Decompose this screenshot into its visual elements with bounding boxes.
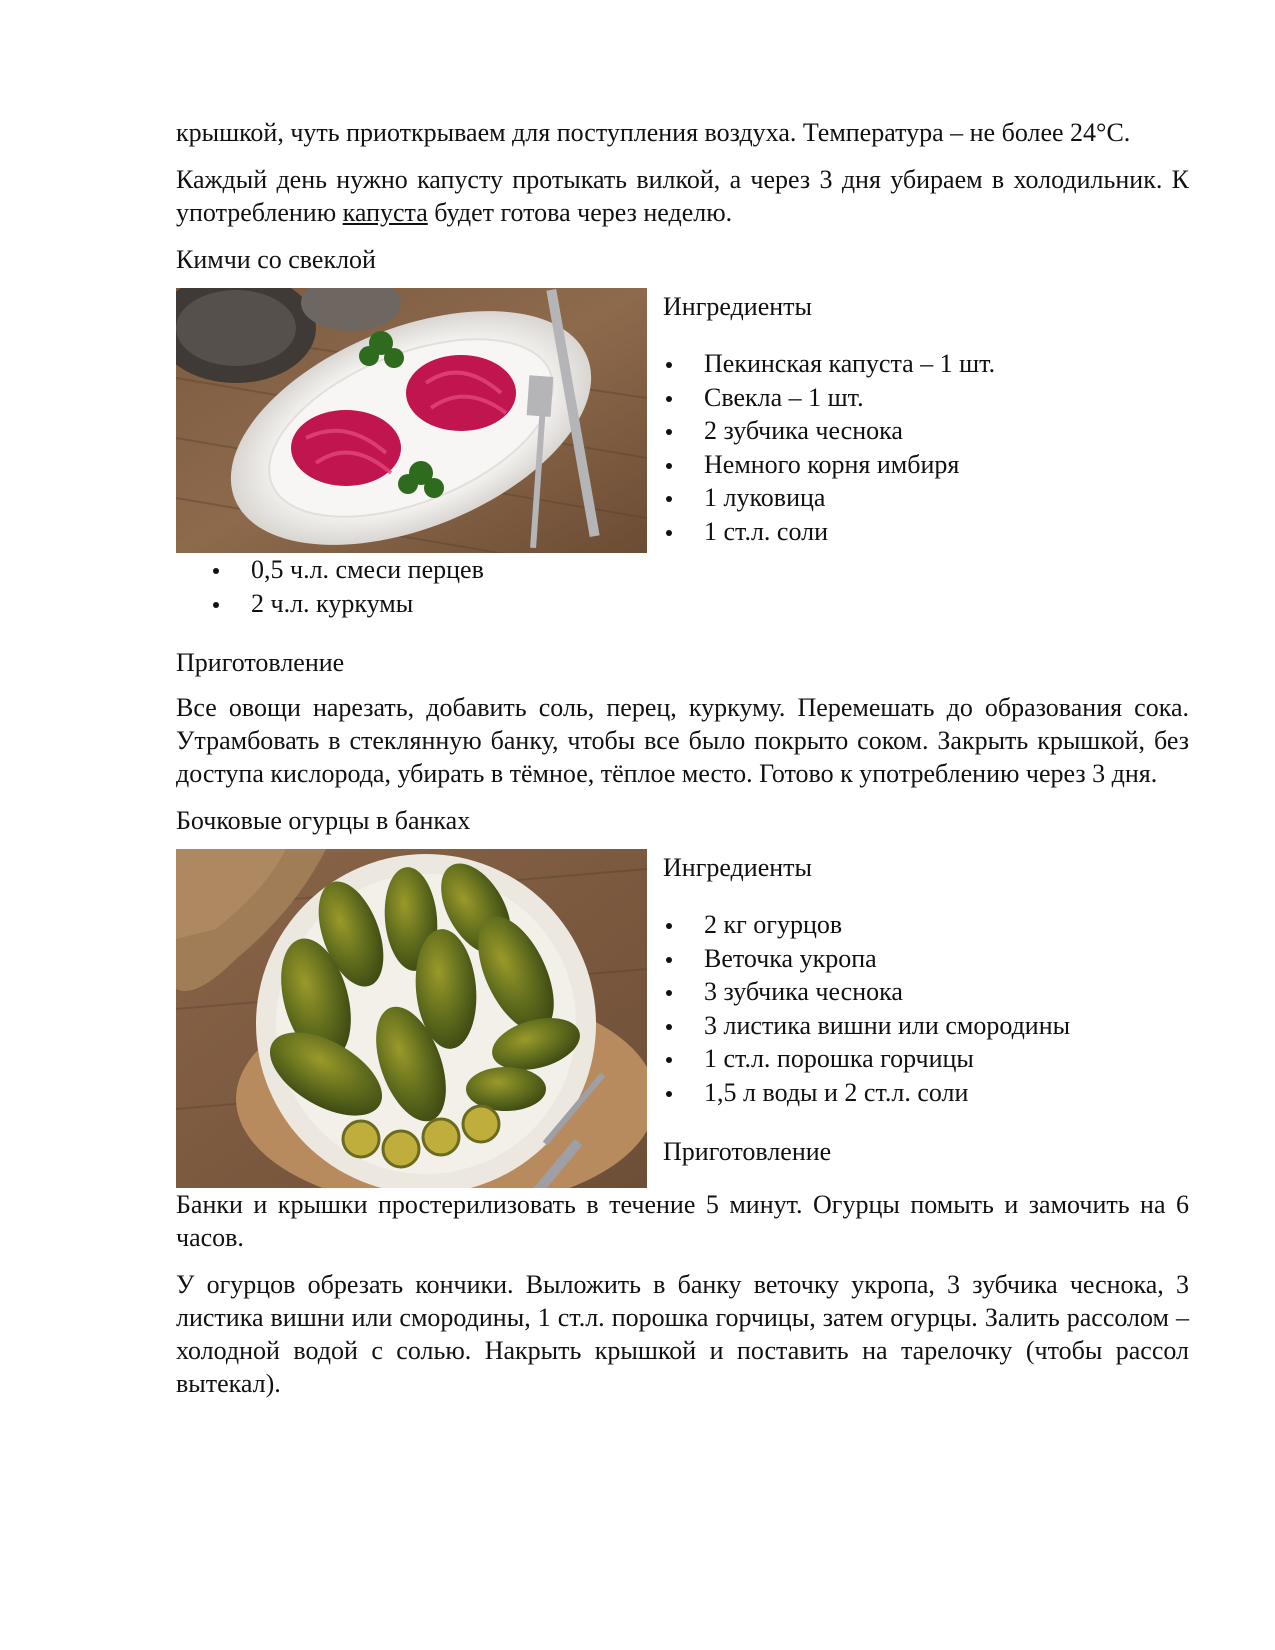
- intro-paragraph-2: [176, 163, 1189, 229]
- cucumbers-title: Бочковые огурцы в банках: [176, 806, 471, 835]
- cucumbers-prep-paragraph-2: У огурцов обрезать кончики. Выложить в банку веточку укропа, 3 зубчика чеснока, 3 листика вишни или смородины, 1 ст.л. порошка горчицы, затем огурцы. Залить рассолом – холодной водой с солью. Накрыть крышкой и поставить на тарелочку (чтобы рассол вытекал).: [176, 1270, 1189, 1398]
- cucumbers-photo: [176, 849, 647, 1188]
- intro-paragraph-1: крышкой, чуть приоткрываем для поступления воздуха. Температура – не более 24°С.: [176, 118, 1131, 147]
- kimchi-photo: [176, 288, 647, 553]
- cucumbers-ingredients-column: [663, 849, 1189, 1168]
- list-item: 2 кг огурцов: [663, 908, 1189, 942]
- document-page: [176, 116, 1189, 1400]
- cucumbers-ingredients-label: Ингредиенты: [663, 853, 812, 882]
- list-item: 1 ст.л. соли: [663, 515, 1189, 549]
- kimchi-ingredients-list-continued: [210, 553, 1189, 620]
- list-item: Веточка укропа: [663, 942, 1189, 976]
- kimchi-prep-label: Приготовление: [176, 648, 345, 677]
- cucumbers-prep-paragraph-1: Банки и крышки простерилизовать в течение 5 минут. Огурцы помыть и замочить на 6 часов.: [176, 1190, 1189, 1252]
- cucumbers-recipe: [176, 849, 1189, 1188]
- intro-p2-text-end: будет готова через неделю.: [427, 198, 733, 227]
- list-item: Немного корня имбиря: [663, 448, 1189, 482]
- kimchi-ingredients-list: [663, 347, 1189, 548]
- list-item: 1 ст.л. порошка горчицы: [663, 1042, 1189, 1076]
- list-item: 0,5 ч.л. смеси перцев: [210, 553, 1189, 587]
- list-item: 1,5 л воды и 2 ст.л. соли: [663, 1076, 1189, 1110]
- list-item: Свекла – 1 шт.: [663, 381, 1189, 415]
- list-item: 3 зубчика чеснока: [663, 975, 1189, 1009]
- kimchi-prep-text: Все овощи нарезать, добавить соль, перец, куркуму. Перемешать до образования сока. Утрамбовать в стеклянную банку, чтобы все было покрыто соком. Закрыть крышкой, без доступа кислорода, убирать в тёмное, тёплое место. Готово к употреблению через 3 дня.: [176, 693, 1189, 788]
- cucumbers-ingredients-list: [663, 908, 1189, 1109]
- kimchi-recipe: [176, 288, 1189, 620]
- cucumbers-prep-label: Приготовление: [663, 1137, 832, 1166]
- list-item: Пекинская капуста – 1 шт.: [663, 347, 1189, 381]
- list-item: 2 ч.л. куркумы: [210, 587, 1189, 621]
- kimchi-ingredients-column: [663, 288, 1189, 548]
- intro-p2-text-start: Каждый день нужно капусту протыкать вилкой, а через 3 дня убираем в холодильник. К употреблению: [176, 165, 1189, 227]
- list-item: 1 луковица: [663, 481, 1189, 515]
- kimchi-ingredients-label: Ингредиенты: [663, 292, 812, 321]
- list-item: 2 зубчика чеснока: [663, 414, 1189, 448]
- cabbage-link[interactable]: капуста: [342, 198, 428, 227]
- kimchi-title: Кимчи со свеклой: [176, 245, 376, 274]
- list-item: 3 листика вишни или смородины: [663, 1009, 1189, 1043]
